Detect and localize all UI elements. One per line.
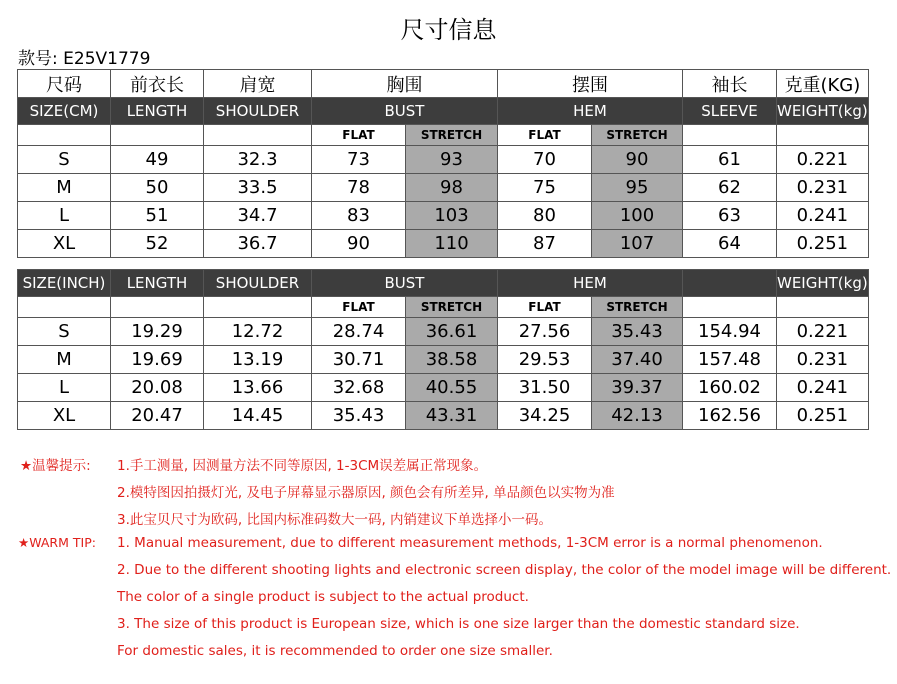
- header-length: LENGTH: [111, 98, 204, 125]
- cell-sleeve: 160.02: [683, 374, 777, 402]
- cell-bust-stretch: 36.61: [406, 318, 498, 346]
- table-row: [18, 402, 869, 430]
- cell-length: 49: [111, 146, 204, 174]
- cell-weight: 0.251: [777, 402, 869, 430]
- empty-cell: [777, 125, 869, 146]
- header-row: [18, 270, 869, 297]
- cell-hem-stretch: 42.13: [592, 402, 683, 430]
- subheader-bust-stretch: STRETCH: [406, 297, 498, 318]
- cell-bust-stretch: 110: [406, 230, 498, 258]
- cell-shoulder: 14.45: [204, 402, 312, 430]
- cn-header-row: [18, 70, 869, 98]
- empty-cell: [111, 125, 204, 146]
- notes-en-line: The color of a single product is subject to the actual product.: [117, 589, 529, 605]
- subheader-hem-stretch: STRETCH: [592, 125, 683, 146]
- cell-bust-flat: 73: [312, 146, 406, 174]
- cell-sleeve: 154.94: [683, 318, 777, 346]
- cell-sleeve: 61: [683, 146, 777, 174]
- cell-hem-stretch: 39.37: [592, 374, 683, 402]
- cell-size: L: [18, 202, 111, 230]
- header-size: SIZE(INCH): [18, 270, 111, 297]
- notes-cn-label: ★温馨提示:: [20, 458, 91, 474]
- header-bust: BUST: [312, 98, 498, 125]
- cell-size: XL: [18, 230, 111, 258]
- header-size: SIZE(CM): [18, 98, 111, 125]
- cell-bust-flat: 78: [312, 174, 406, 202]
- cell-shoulder: 36.7: [204, 230, 312, 258]
- empty-cell: [777, 297, 869, 318]
- cell-length: 20.47: [111, 402, 204, 430]
- cell-sleeve: 162.56: [683, 402, 777, 430]
- subheader-bust-flat: FLAT: [312, 125, 406, 146]
- empty-cell: [683, 297, 777, 318]
- cell-hem-stretch: 107: [592, 230, 683, 258]
- empty-cell: [18, 297, 111, 318]
- cell-length: 52: [111, 230, 204, 258]
- cell-length: 51: [111, 202, 204, 230]
- subheader-hem-flat: FLAT: [498, 125, 592, 146]
- header-hem: HEM: [498, 98, 683, 125]
- cell-hem-stretch: 95: [592, 174, 683, 202]
- cell-shoulder: 13.19: [204, 346, 312, 374]
- cell-bust-stretch: 103: [406, 202, 498, 230]
- cell-size: XL: [18, 402, 111, 430]
- cell-weight: 0.251: [777, 230, 869, 258]
- cell-bust-flat: 28.74: [312, 318, 406, 346]
- cell-sleeve: 64: [683, 230, 777, 258]
- subheader-hem-stretch: STRETCH: [592, 297, 683, 318]
- cell-bust-stretch: 93: [406, 146, 498, 174]
- cell-bust-flat: 90: [312, 230, 406, 258]
- cell-hem-stretch: 90: [592, 146, 683, 174]
- notes-cn-line: 3.此宝贝尺寸为欧码, 比国内标准码数大一码, 内销建议下单选择小一码。: [117, 512, 553, 528]
- empty-cell: [683, 125, 777, 146]
- cn-header-shoulder: 肩宽: [204, 70, 312, 98]
- table-row: [18, 374, 869, 402]
- empty-cell: [111, 297, 204, 318]
- cell-bust-flat: 83: [312, 202, 406, 230]
- model-number: 款号: E25V1779: [18, 49, 151, 69]
- subheader-row: [18, 125, 869, 146]
- size-table-inch: [17, 269, 869, 430]
- cell-length: 20.08: [111, 374, 204, 402]
- cell-shoulder: 33.5: [204, 174, 312, 202]
- cell-length: 19.29: [111, 318, 204, 346]
- notes-en-line: For domestic sales, it is recommended to order one size smaller.: [117, 643, 553, 659]
- cn-header-sleeve: 袖长: [683, 70, 777, 98]
- cell-hem-stretch: 100: [592, 202, 683, 230]
- notes-cn-line: 1.手工测量, 因测量方法不同等原因, 1-3CM误差属正常现象。: [117, 458, 488, 474]
- cn-header-hem: 摆围: [498, 70, 683, 98]
- cell-bust-flat: 32.68: [312, 374, 406, 402]
- cell-sleeve: 62: [683, 174, 777, 202]
- cn-header-weight: 克重(KG): [777, 70, 869, 98]
- empty-cell: [18, 125, 111, 146]
- cell-hem-flat: 34.25: [498, 402, 592, 430]
- cell-hem-flat: 27.56: [498, 318, 592, 346]
- subheader-bust-stretch: STRETCH: [406, 125, 498, 146]
- empty-cell: [204, 297, 312, 318]
- cn-header-length: 前衣长: [111, 70, 204, 98]
- cell-hem-flat: 80: [498, 202, 592, 230]
- cell-shoulder: 32.3: [204, 146, 312, 174]
- subheader-bust-flat: FLAT: [312, 297, 406, 318]
- cell-weight: 0.221: [777, 146, 869, 174]
- cell-length: 50: [111, 174, 204, 202]
- cell-size: L: [18, 374, 111, 402]
- header-hem: HEM: [498, 270, 683, 297]
- cell-shoulder: 13.66: [204, 374, 312, 402]
- header-shoulder: SHOULDER: [204, 270, 312, 297]
- page-title: 尺寸信息: [400, 16, 497, 44]
- cell-hem-flat: 70: [498, 146, 592, 174]
- cell-bust-flat: 30.71: [312, 346, 406, 374]
- table-row: [18, 146, 869, 174]
- header-length: LENGTH: [111, 270, 204, 297]
- header-bust: BUST: [312, 270, 498, 297]
- cell-weight: 0.241: [777, 374, 869, 402]
- cell-size: S: [18, 318, 111, 346]
- cell-length: 19.69: [111, 346, 204, 374]
- table-row: [18, 202, 869, 230]
- notes-en-line: 2. Due to the different shooting lights and electronic screen display, the color of the model image will be different.: [117, 562, 892, 578]
- header-weight: WEIGHT(kg): [777, 98, 869, 125]
- notes-en-line: 1. Manual measurement, due to different measurement methods, 1-3CM error is a normal phenomenon.: [117, 535, 823, 551]
- cell-weight: 0.221: [777, 318, 869, 346]
- table-row: [18, 174, 869, 202]
- cell-hem-stretch: 35.43: [592, 318, 683, 346]
- notes-cn-line: 2.模特图因拍摄灯光, 及电子屏幕显示器原因, 颜色会有所差异, 单品颜色以实物为准: [117, 485, 615, 501]
- cell-weight: 0.231: [777, 174, 869, 202]
- header-weight: WEIGHT(kg): [777, 270, 869, 297]
- size-table-cm: [17, 69, 869, 258]
- subheader-hem-flat: FLAT: [498, 297, 592, 318]
- header-sleeve: SLEEVE: [683, 98, 777, 125]
- table-row: [18, 346, 869, 374]
- cell-sleeve: 157.48: [683, 346, 777, 374]
- cn-header-size: 尺码: [18, 70, 111, 98]
- notes-en-line: 3. The size of this product is European size, which is one size larger than the domestic standard size.: [117, 616, 800, 632]
- cell-weight: 0.241: [777, 202, 869, 230]
- subheader-row: [18, 297, 869, 318]
- cn-header-bust: 胸围: [312, 70, 498, 98]
- cell-shoulder: 12.72: [204, 318, 312, 346]
- empty-cell: [204, 125, 312, 146]
- notes-en-label: ★WARM TIP:: [18, 535, 96, 550]
- cell-size: M: [18, 346, 111, 374]
- cell-hem-flat: 75: [498, 174, 592, 202]
- cell-size: M: [18, 174, 111, 202]
- cell-hem-flat: 31.50: [498, 374, 592, 402]
- cell-shoulder: 34.7: [204, 202, 312, 230]
- cell-weight: 0.231: [777, 346, 869, 374]
- cell-bust-flat: 35.43: [312, 402, 406, 430]
- cell-bust-stretch: 38.58: [406, 346, 498, 374]
- cell-bust-stretch: 40.55: [406, 374, 498, 402]
- cell-size: S: [18, 146, 111, 174]
- header-sleeve: [683, 270, 777, 297]
- cell-hem-stretch: 37.40: [592, 346, 683, 374]
- cell-hem-flat: 29.53: [498, 346, 592, 374]
- cell-hem-flat: 87: [498, 230, 592, 258]
- table-row: [18, 318, 869, 346]
- header-shoulder: SHOULDER: [204, 98, 312, 125]
- header-row: [18, 98, 869, 125]
- cell-sleeve: 63: [683, 202, 777, 230]
- cell-bust-stretch: 98: [406, 174, 498, 202]
- table-row: [18, 230, 869, 258]
- cell-bust-stretch: 43.31: [406, 402, 498, 430]
